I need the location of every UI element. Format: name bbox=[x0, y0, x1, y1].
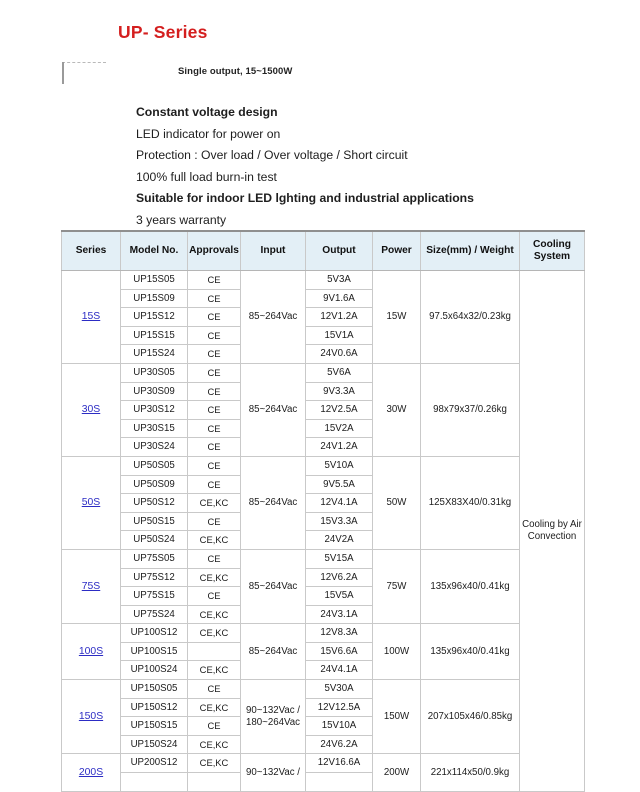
output-cell: 12V1.2A bbox=[306, 308, 373, 327]
model-no-cell: UP50S12 bbox=[121, 494, 188, 513]
table-row bbox=[62, 624, 585, 643]
column-header-power: Power bbox=[373, 231, 421, 271]
approvals-cell: CE,KC bbox=[188, 531, 241, 550]
page-subtitle: Single output, 15~1500W bbox=[178, 66, 293, 77]
column-header-output: Output bbox=[306, 231, 373, 271]
series-cell[interactable] bbox=[62, 754, 121, 791]
power-cell: 200W bbox=[373, 754, 421, 791]
table-row bbox=[62, 271, 585, 290]
feature-line: Suitable for indoor LED lghting and industrial applications bbox=[136, 191, 474, 205]
series-link[interactable]: 15S bbox=[81, 311, 101, 323]
table-row bbox=[62, 754, 585, 773]
power-cell: 15W bbox=[373, 271, 421, 364]
power-cell: 150W bbox=[373, 680, 421, 754]
model-no-cell: UP15S12 bbox=[121, 308, 188, 327]
model-no-cell: UP75S05 bbox=[121, 549, 188, 568]
output-cell: 24V4.1A bbox=[306, 661, 373, 680]
model-no-cell: UP15S15 bbox=[121, 326, 188, 345]
model-no-cell: UP50S05 bbox=[121, 456, 188, 475]
table-body bbox=[62, 271, 585, 792]
feature-line: 3 years warranty bbox=[136, 212, 227, 227]
output-cell: 15V6.6A bbox=[306, 642, 373, 661]
table-header-row bbox=[62, 231, 585, 271]
approvals-cell: CE,KC bbox=[188, 698, 241, 717]
series-cell[interactable] bbox=[62, 680, 121, 754]
specification-table-container bbox=[61, 230, 584, 792]
approvals-cell: CE,KC bbox=[188, 605, 241, 624]
output-cell: 24V0.6A bbox=[306, 345, 373, 364]
approvals-cell: CE bbox=[188, 475, 241, 494]
output-cell: 9V3.3A bbox=[306, 382, 373, 401]
feature-line: Constant voltage design bbox=[136, 105, 278, 119]
model-no-cell: UP30S24 bbox=[121, 438, 188, 457]
output-cell: 12V8.3A bbox=[306, 624, 373, 643]
model-no-cell: UP30S05 bbox=[121, 363, 188, 382]
series-link[interactable]: 200S bbox=[78, 766, 104, 778]
model-no-cell: UP30S09 bbox=[121, 382, 188, 401]
output-cell bbox=[306, 773, 373, 792]
column-header-series: Series bbox=[62, 231, 121, 271]
power-cell: 30W bbox=[373, 363, 421, 456]
output-cell: 5V10A bbox=[306, 456, 373, 475]
model-no-cell: UP75S15 bbox=[121, 587, 188, 606]
table-row bbox=[62, 549, 585, 568]
output-cell: 5V6A bbox=[306, 363, 373, 382]
series-cell[interactable] bbox=[62, 363, 121, 456]
model-no-cell: UP150S15 bbox=[121, 717, 188, 736]
column-header-approvals: Approvals bbox=[188, 231, 241, 271]
approvals-cell bbox=[188, 642, 241, 661]
model-no-cell: UP30S12 bbox=[121, 401, 188, 420]
approvals-cell: CE bbox=[188, 345, 241, 364]
page-title: UP- Series bbox=[118, 22, 208, 42]
column-header-input: Input bbox=[241, 231, 306, 271]
output-cell: 24V6.2A bbox=[306, 735, 373, 754]
approvals-cell: CE bbox=[188, 680, 241, 699]
approvals-cell: CE bbox=[188, 438, 241, 457]
size-weight-cell: 135x96x40/0.41kg bbox=[421, 549, 520, 623]
model-no-cell: UP50S15 bbox=[121, 512, 188, 531]
size-weight-cell: 125X83X40/0.31kg bbox=[421, 456, 520, 549]
output-cell: 24V2A bbox=[306, 531, 373, 550]
table-header bbox=[62, 231, 585, 271]
size-weight-cell: 207x105x46/0.85kg bbox=[421, 680, 520, 754]
output-cell: 24V1.2A bbox=[306, 438, 373, 457]
output-cell: 12V6.2A bbox=[306, 568, 373, 587]
table-row bbox=[62, 456, 585, 475]
input-cell: 90~132Vac / 180~264Vac bbox=[241, 680, 306, 754]
approvals-cell: CE bbox=[188, 401, 241, 420]
approvals-cell: CE bbox=[188, 456, 241, 475]
input-cell: 85~264Vac bbox=[241, 271, 306, 364]
size-weight-cell: 98x79x37/0.26kg bbox=[421, 363, 520, 456]
feature-list bbox=[136, 102, 556, 231]
approvals-cell: CE bbox=[188, 289, 241, 308]
model-no-cell bbox=[121, 773, 188, 792]
output-cell: 15V10A bbox=[306, 717, 373, 736]
approvals-cell: CE,KC bbox=[188, 624, 241, 643]
series-link[interactable]: 50S bbox=[81, 497, 101, 509]
model-no-cell: UP150S24 bbox=[121, 735, 188, 754]
feature-line: Protection : Over load / Over voltage / Short circuit bbox=[136, 148, 408, 162]
model-no-cell: UP100S12 bbox=[121, 624, 188, 643]
model-no-cell: UP50S24 bbox=[121, 531, 188, 550]
approvals-cell: CE,KC bbox=[188, 754, 241, 773]
output-cell: 5V30A bbox=[306, 680, 373, 699]
series-link[interactable]: 100S bbox=[78, 645, 104, 657]
model-no-cell: UP150S12 bbox=[121, 698, 188, 717]
input-cell: 90~132Vac / bbox=[241, 754, 306, 791]
series-link[interactable]: 30S bbox=[81, 404, 101, 416]
approvals-cell: CE bbox=[188, 382, 241, 401]
ruler-top-line bbox=[62, 62, 106, 63]
approvals-cell: CE bbox=[188, 549, 241, 568]
approvals-cell: CE bbox=[188, 363, 241, 382]
power-cell: 100W bbox=[373, 624, 421, 680]
approvals-cell: CE bbox=[188, 587, 241, 606]
column-header-size-weight: Size(mm) / Weight bbox=[421, 231, 520, 271]
series-cell[interactable] bbox=[62, 271, 121, 364]
model-no-cell: UP50S09 bbox=[121, 475, 188, 494]
specification-table bbox=[61, 230, 585, 792]
size-weight-cell: 97.5x64x32/0.23kg bbox=[421, 271, 520, 364]
output-cell: 15V1A bbox=[306, 326, 373, 345]
column-header-cooling-system: Cooling System bbox=[520, 231, 585, 271]
output-cell: 15V2A bbox=[306, 419, 373, 438]
model-no-cell: UP75S12 bbox=[121, 568, 188, 587]
approvals-cell: CE bbox=[188, 512, 241, 531]
table-row bbox=[62, 363, 585, 382]
output-cell: 9V1.6A bbox=[306, 289, 373, 308]
output-cell: 12V4.1A bbox=[306, 494, 373, 513]
model-no-cell: UP15S09 bbox=[121, 289, 188, 308]
approvals-cell: CE,KC bbox=[188, 568, 241, 587]
column-header-model-no: Model No. bbox=[121, 231, 188, 271]
model-no-cell: UP100S15 bbox=[121, 642, 188, 661]
output-cell: 15V5A bbox=[306, 587, 373, 606]
table-row bbox=[62, 680, 585, 699]
power-cell: 50W bbox=[373, 456, 421, 549]
model-no-cell: UP100S24 bbox=[121, 661, 188, 680]
output-cell: 9V5.5A bbox=[306, 475, 373, 494]
output-cell: 5V3A bbox=[306, 271, 373, 290]
approvals-cell: CE bbox=[188, 419, 241, 438]
size-weight-cell: 135x96x40/0.41kg bbox=[421, 624, 520, 680]
series-link[interactable]: 150S bbox=[78, 710, 104, 722]
model-no-cell: UP150S05 bbox=[121, 680, 188, 699]
model-no-cell: UP15S05 bbox=[121, 271, 188, 290]
output-cell: 15V3.3A bbox=[306, 512, 373, 531]
series-cell[interactable] bbox=[62, 549, 121, 623]
series-link[interactable]: 75S bbox=[81, 580, 101, 592]
approvals-cell: CE,KC bbox=[188, 661, 241, 680]
approvals-cell: CE bbox=[188, 326, 241, 345]
feature-line: LED indicator for power on bbox=[136, 126, 281, 141]
output-cell: 12V16.6A bbox=[306, 754, 373, 773]
input-cell: 85~264Vac bbox=[241, 624, 306, 680]
approvals-cell: CE bbox=[188, 308, 241, 327]
cooling-system-cell: Cooling by Air Convection bbox=[520, 271, 585, 792]
input-cell: 85~264Vac bbox=[241, 549, 306, 623]
output-cell: 24V3.1A bbox=[306, 605, 373, 624]
input-cell: 85~264Vac bbox=[241, 363, 306, 456]
approvals-cell bbox=[188, 773, 241, 792]
model-no-cell: UP30S15 bbox=[121, 419, 188, 438]
decorative-ruler-bracket bbox=[62, 62, 106, 84]
model-no-cell: UP75S24 bbox=[121, 605, 188, 624]
ruler-left-line bbox=[62, 62, 64, 84]
model-no-cell: UP15S24 bbox=[121, 345, 188, 364]
series-cell[interactable] bbox=[62, 456, 121, 549]
model-no-cell: UP200S12 bbox=[121, 754, 188, 773]
approvals-cell: CE bbox=[188, 271, 241, 290]
approvals-cell: CE,KC bbox=[188, 494, 241, 513]
output-cell: 5V15A bbox=[306, 549, 373, 568]
approvals-cell: CE,KC bbox=[188, 735, 241, 754]
series-cell[interactable] bbox=[62, 624, 121, 680]
input-cell: 85~264Vac bbox=[241, 456, 306, 549]
output-cell: 12V12.5A bbox=[306, 698, 373, 717]
approvals-cell: CE bbox=[188, 717, 241, 736]
feature-line: 100% full load burn-in test bbox=[136, 169, 277, 184]
power-cell: 75W bbox=[373, 549, 421, 623]
output-cell: 12V2.5A bbox=[306, 401, 373, 420]
size-weight-cell: 221x114x50/0.9kg bbox=[421, 754, 520, 791]
